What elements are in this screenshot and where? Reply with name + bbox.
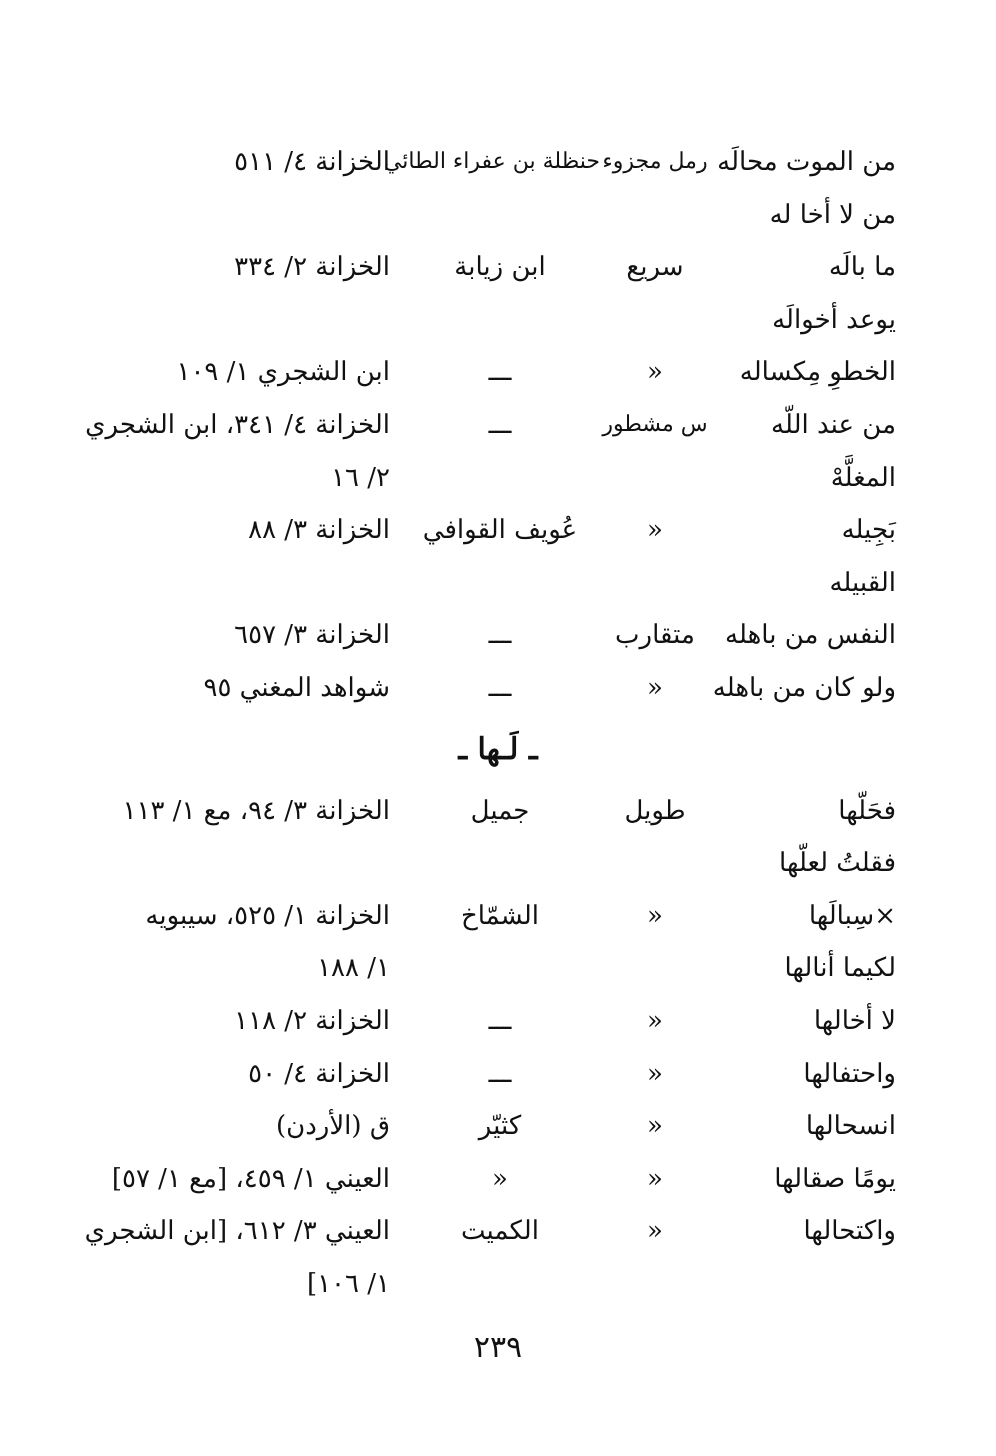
table-row (0, 241, 996, 294)
meter-cell: « (647, 1216, 663, 1247)
rhyme-cell: بَجِيله (841, 515, 896, 546)
meter-cell: « (647, 1163, 663, 1194)
table-row (0, 942, 996, 995)
rhyme-cell: يومًا صقالها (774, 1163, 896, 1194)
rhyme-cell: واحتفالها (803, 1058, 896, 1089)
source-cell: ١/ ١٨٨ (317, 953, 390, 984)
meter-cell: « (647, 1058, 663, 1089)
rhyme-cell: لكيما أنالها (784, 953, 896, 984)
poet-cell: ابن زيابة (454, 252, 546, 283)
rhyme-cell: فقلتُ لعلّها (779, 848, 896, 879)
rhyme-cell: من عند اللّه (771, 409, 896, 440)
rhyme-cell: القبيله (829, 567, 896, 598)
meter-cell: « (647, 357, 663, 388)
rhyme-cell: النفس من باهله (725, 620, 896, 651)
rhyme-cell: فحَلّها (838, 795, 896, 826)
table-row (0, 504, 996, 557)
source-cell: الخزانة ٣/ ٨٨ (248, 515, 390, 546)
rhyme-cell: يوعد أخوالَه (772, 304, 896, 335)
table-row (0, 1048, 996, 1101)
source-cell: الخزانة ٢/ ١١٨ (234, 1005, 390, 1036)
rhyme-cell: من لا أخا له (769, 199, 896, 230)
source-cell: الخزانة ٣/ ٦٥٧ (234, 620, 390, 651)
poet-cell: الشمّاخ (460, 900, 540, 931)
table-row (0, 662, 996, 715)
poet-cell: عُويف القوافي (422, 515, 578, 546)
meter-cell: رمل مجزوء (602, 149, 708, 174)
section-heading-text: ـ لَـها ـ (458, 731, 538, 767)
source-cell: الخزانة ٤/ ٥١١ (234, 147, 390, 177)
table-row (0, 1153, 996, 1206)
rhyme-cell: ما بالَه (828, 252, 896, 283)
table-row (0, 189, 996, 242)
table-row (0, 557, 996, 610)
meter-cell: سريع (626, 252, 684, 283)
poet-cell: ـــ (488, 1058, 512, 1089)
rhyme-cell: واكتحالها (803, 1216, 896, 1247)
source-cell: الخزانة ٤/ ٥٠ (248, 1058, 390, 1089)
source-cell: ١/ ١٠٦] (306, 1268, 390, 1299)
rhyme-cell: الخطوِ مِكساله (739, 357, 896, 388)
source-cell: شواهد المغني ٩٥ (203, 672, 390, 703)
table-row (0, 1258, 996, 1311)
table-row (0, 346, 996, 399)
table-row (0, 1205, 996, 1258)
source-cell: الخزانة ٢/ ٣٣٤ (234, 252, 390, 283)
poet-cell: « (492, 1163, 508, 1194)
meter-cell: « (647, 1005, 663, 1036)
source-cell: ٢/ ١٦ (331, 462, 390, 493)
poet-cell: ـــ (488, 409, 512, 440)
index-table (0, 136, 996, 1310)
poet-cell: ـــ (488, 357, 512, 388)
section-heading (0, 715, 996, 785)
poet-cell: ـــ (488, 620, 512, 651)
rhyme-cell: المغلَّهْ (830, 462, 896, 493)
poet-cell: ـــ (488, 672, 512, 703)
table-row (0, 890, 996, 943)
meter-cell: طويل (624, 795, 686, 826)
meter-cell: « (647, 672, 663, 703)
source-cell: الخزانة ٣/ ٩٤، مع ١/ ١١٣ (122, 795, 390, 826)
rhyme-cell: ولو كان من باهله (712, 672, 896, 703)
meter-cell: متقارب (615, 620, 695, 651)
table-row (0, 609, 996, 662)
page-number: ٢٣٩ (473, 1330, 523, 1365)
source-cell: العيني ٣/ ٦١٢، [ابن الشجري (84, 1216, 390, 1247)
meter-cell: « (647, 900, 663, 931)
source-cell: العيني ١/ ٤٥٩، [مع ١/ ٥٧] (111, 1163, 390, 1194)
poet-cell: كثيّر (478, 1111, 522, 1142)
meter-cell: س مشطور (602, 411, 708, 437)
meter-cell: « (647, 515, 663, 546)
rhyme-cell: من الموت محالَه (717, 147, 896, 177)
meter-cell: « (647, 1111, 663, 1142)
table-row (0, 136, 996, 189)
table-row (0, 294, 996, 347)
table-row (0, 995, 996, 1048)
table-row (0, 1100, 996, 1153)
rhyme-cell: لا أخالها (813, 1005, 896, 1036)
source-cell: الخزانة ١/ ٥٢٥، سيبويه (145, 900, 390, 931)
source-cell: الخزانة ٤/ ٣٤١، ابن الشجري (85, 409, 390, 440)
source-cell: ق (الأردن) (275, 1111, 390, 1142)
table-row (0, 785, 996, 838)
poet-cell: الكميت (461, 1216, 539, 1247)
poet-cell: جميل (470, 795, 530, 826)
rhyme-cell: انسحالها (805, 1111, 896, 1142)
rhyme-cell: ×سِبالَها (808, 900, 896, 931)
source-cell: ابن الشجري ١/ ١٠٩ (176, 357, 390, 388)
table-row (0, 837, 996, 890)
poet-cell: ـــ (488, 1005, 512, 1036)
table-row (0, 399, 996, 452)
table-row (0, 452, 996, 505)
poet-cell: حنظلة بن عفراء الطائي (383, 149, 600, 174)
